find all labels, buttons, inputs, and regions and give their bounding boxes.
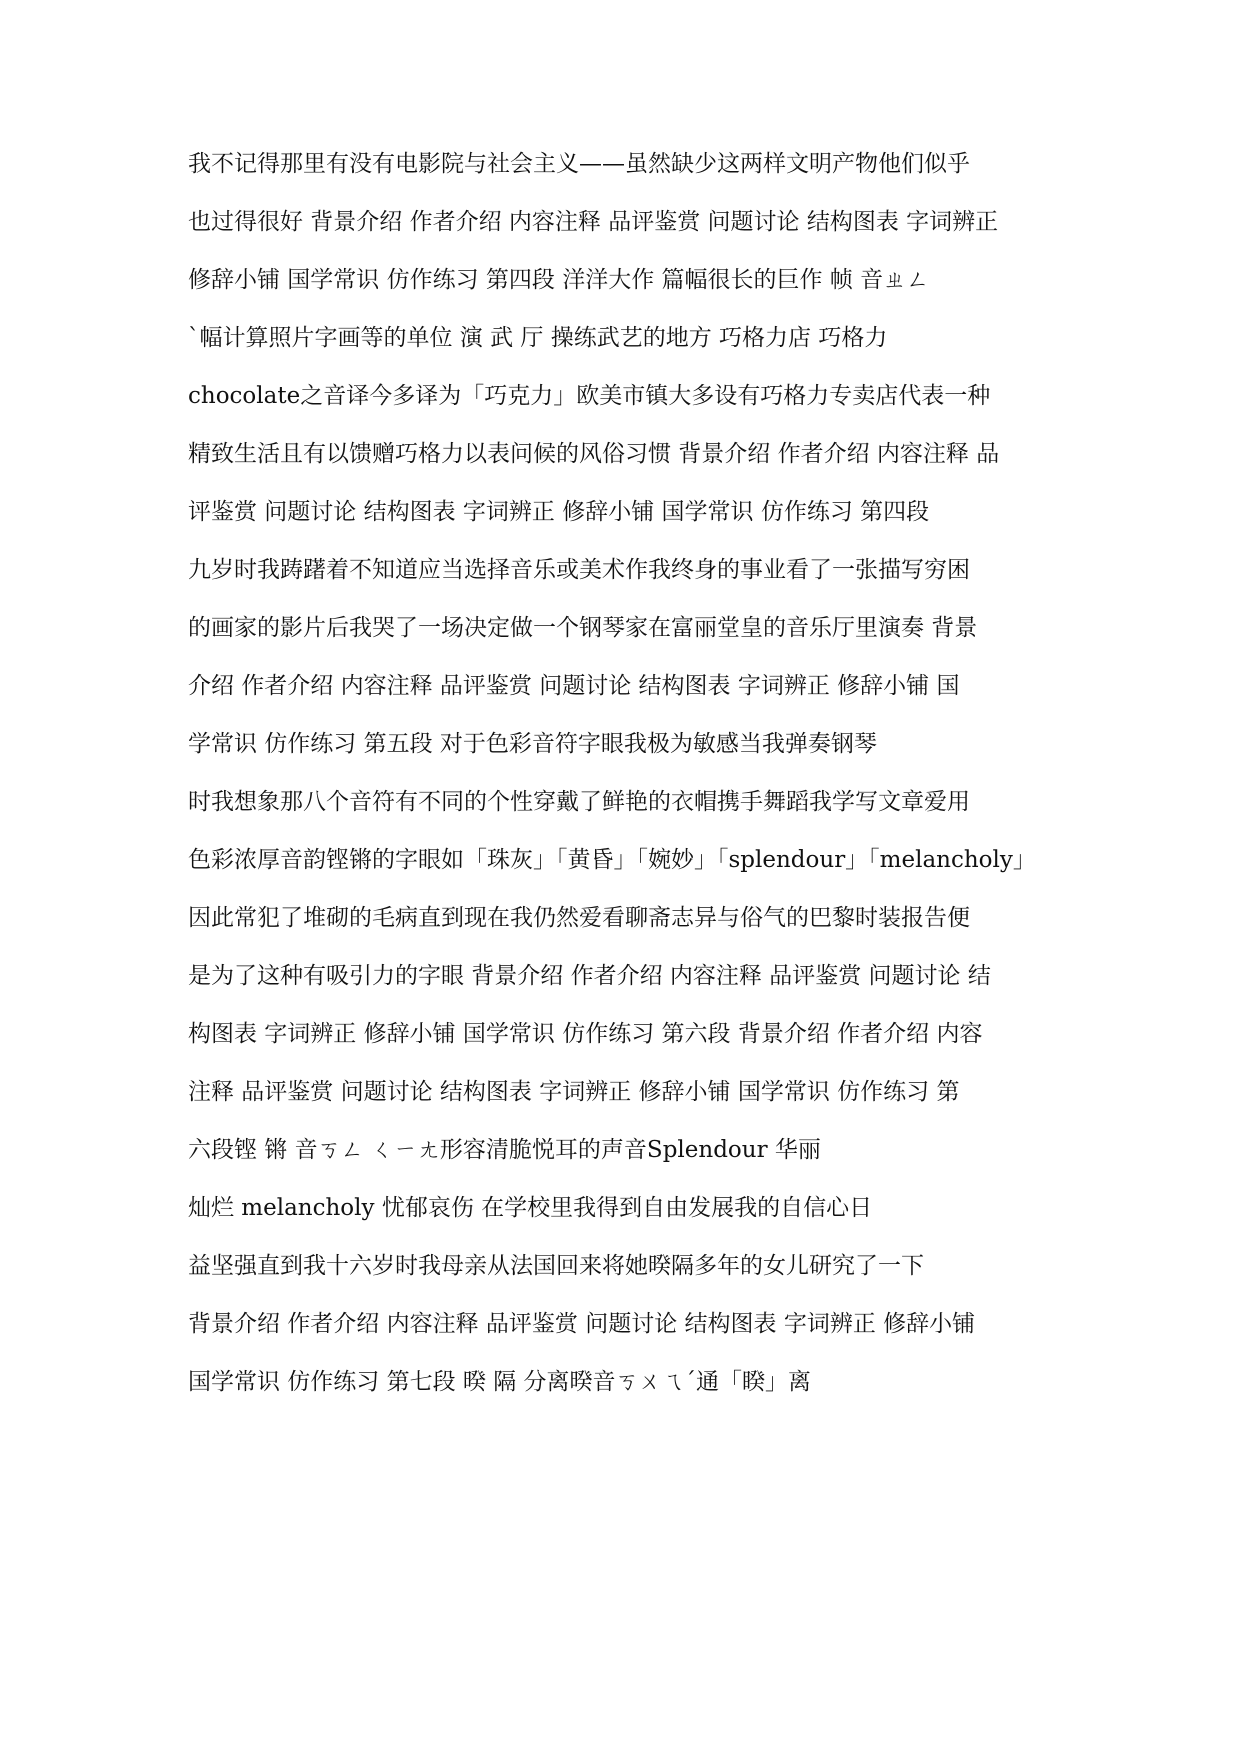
text-line: 背景介绍 作者介绍 内容注释 品评鉴赏 问题讨论 结构图表 字词辨正 修辞小铺 (188, 1311, 976, 1337)
text-line: chocolate之音译今多译为「巧克力」欧美市镇大多设有巧格力专卖店代表一种 (188, 383, 991, 409)
text-line: 学常识 仿作练习 第五段 对于色彩音符字眼我极为敏感当我弹奏钢琴 (188, 731, 877, 757)
text-line: 我不记得那里有没有电影院与社会主义——虽然缺少这两样文明产物他们似乎 (188, 151, 970, 177)
text-line: 灿烂 melancholy 忧郁哀伤 在学校里我得到自由发展我的自信心日 (188, 1195, 873, 1221)
text-line: 的画家的影片后我哭了一场决定做一个钢琴家在富丽堂皇的音乐厅里演奏 背景 (188, 615, 978, 641)
text-line: 九岁时我踌躇着不知道应当选择音乐或美术作我终身的事业看了一张描写穷困 (188, 557, 970, 583)
text-line: 是为了这种有吸引力的字眼 背景介绍 作者介绍 内容注释 品评鉴赏 问题讨论 结 (188, 963, 991, 989)
text-line: 益坚强直到我十六岁时我母亲从法国回来将她暌隔多年的女儿研究了一下 (188, 1253, 924, 1279)
text-line: 也过得很好 背景介绍 作者介绍 内容注释 品评鉴赏 问题讨论 结构图表 字词辨正 (188, 209, 999, 235)
text-line: 时我想象那八个音符有不同的个性穿戴了鲜艳的衣帽携手舞蹈我学写文章爱用 (188, 789, 970, 815)
text-line: 构图表 字词辨正 修辞小铺 国学常识 仿作练习 第六段 背景介绍 作者介绍 内容 (188, 1021, 983, 1047)
text-line: 介绍 作者介绍 内容注释 品评鉴赏 问题讨论 结构图表 字词辨正 修辞小铺 国 (188, 673, 960, 699)
text-line: 国学常识 仿作练习 第七段 暌 隔 分离暌音ㄎㄨㄟˊ通「睽」离 (188, 1369, 812, 1395)
text-line: 修辞小铺 国学常识 仿作练习 第四段 洋洋大作 篇幅很长的巨作 帧 音ㄓㄥ (188, 267, 930, 293)
text-line: ˋ幅计算照片字画等的单位 演 武 厅 操练武艺的地方 巧格力店 巧格力 (188, 325, 888, 351)
text-line: 注释 品评鉴赏 问题讨论 结构图表 字词辨正 修辞小铺 国学常识 仿作练习 第 (188, 1079, 960, 1105)
text-line: 评鉴赏 问题讨论 结构图表 字词辨正 修辞小铺 国学常识 仿作练习 第四段 (188, 499, 930, 525)
text-line: 色彩浓厚音韵铿锵的字眼如「珠灰」「黄昏」「婉妙」「splendour」「melancholy」 (188, 847, 1036, 873)
text-line: 六段铿 锵 音ㄎㄥ ㄑㄧㄤ形容清脆悦耳的声音Splendour 华丽 (188, 1137, 821, 1163)
text-line: 因此常犯了堆砌的毛病直到现在我仍然爱看聊斋志异与俗气的巴黎时装报告便 (188, 905, 970, 931)
text-line: 精致生活且有以馈赠巧格力以表问候的风俗习惯 背景介绍 作者介绍 内容注释 品 (188, 441, 1000, 467)
